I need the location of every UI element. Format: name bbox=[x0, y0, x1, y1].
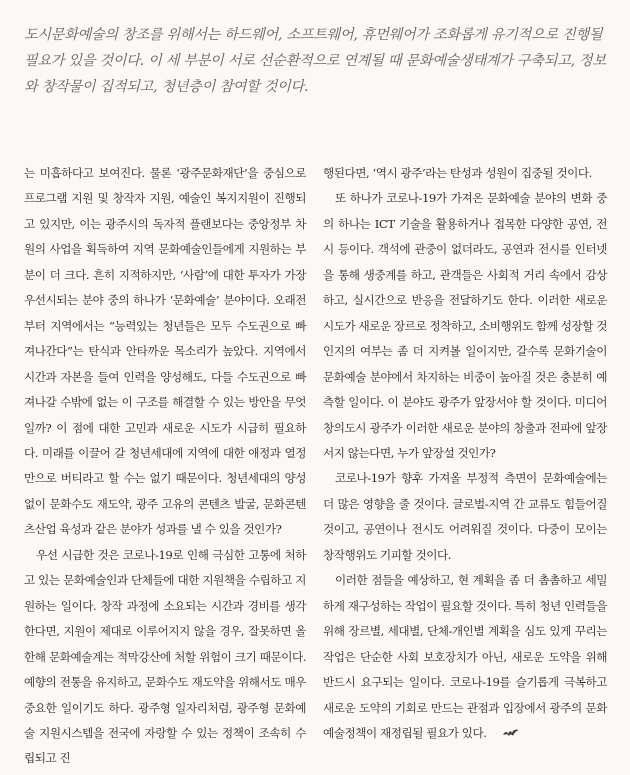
right-paragraph-4-text: 이러한 점들을 예상하고, 현 계획을 좀 더 촘촘하고 세밀하게 재구성하는 작업이 필요할 것이다. 특히 청년 인력들을 위해 장르별, 세대별, 단체-개인별 계획을 심도 있게 꾸리는 작업은 단순한 사회 보호장치가 아닌, 새로운 도약을 위해 반드시 요구되는 일이다. 코로나-19를 슬기롭게 극복하고 새로운 도약의 기회로 만드는 관점과 입장에서 광주의 문화예술정책이 재정립될 필요가 있다. bbox=[323, 573, 607, 740]
left-paragraph-1: 는 미흡하다고 보여진다. 물론 ‘광주문화재단’을 중심으로 프로그램 지원 및 창작자 지원, 예술인 복지지원이 진행되고 있지만, 이는 광주시의 독자적 플랜보다는 중앙정부 차원의 사업을 획득하여 지역 문화예술인들에게 지원하는 부분이 더 크다. 흔히 지적하지만, ‘사람’에 대한 투자가 가장 우선시되는 분야 중의 하나가 ‘문화예술’ 분야이다. 오래전부터 지역에서는 “능력있는 청년들은 모두 수도권으로 빠져나간다”는 탄식과 안타까운 목소리가 높았다. 지역에서 시간과 자본을 들여 인력을 양성해도, 다들 수도권으로 빠져나갈 수밖에 없는 이 구조를 해결할 수 있는 방안을 무엇일까? 이 점에 대한 고민과 새로운 시도가 시급히 필요하다. 미래를 이끌어 갈 청년세대에 지역에 대한 애정과 열정만으로 버티라고 할 수는 없기 때문이다. 청년세대의 양성 없이 문화수도 재도약, 광주 고유의 콘텐츠 발굴, 문화콘텐츠산업 육성과 같은 분야가 성과를 낼 수 있을 것인가? bbox=[24, 166, 306, 537]
right-paragraph-3: 코로나-19가 향후 가져올 부정적 측면이 문화예술에는 더 많은 영향을 줄 것이다. 글로벌-지역 간 교류도 힘들어질 것이고, 공연이나 전시도 어려워질 것이다. 다중이 모이는 창작행위도 기피할 것이다. bbox=[323, 471, 607, 562]
left-column bbox=[24, 161, 306, 772]
right-paragraph-2: 또 하나가 코로나-19가 가져온 문화예술 분야의 변화 중의 하나는 ICT 기술을 활용하거나 접목한 다양한 공연, 전시 등이다. 객석에 관중이 없더라도, 공연과 전시를 인터넷을 통해 생중계를 하고, 관객들은 사회적 거리 속에서 감상하고, 실시간으로 반응을 전달하기도 한다. 이러한 새로운 시도가 새로운 장르로 정착하고, 소비행위도 함께 성장할 것인지의 여부는 좀 더 지켜볼 일이지만, 갈수록 문화기술이 문화예술 분야에서 차지하는 비중이 높아질 것은 충분히 예측할 일이다. 이 분야도 광주가 앞장서야 할 것이다. 미디어 창의도시 광주가 이러한 새로운 분야의 창출과 전파에 앞장서지 않는다면, 누가 앞장설 것인가? bbox=[323, 191, 607, 460]
right-paragraph-1: 행된다면, ‘역시 광주’라는 탄성과 성원이 집중될 것이다. bbox=[323, 166, 592, 180]
right-column bbox=[323, 161, 607, 747]
bird-end-mark-icon bbox=[490, 721, 520, 746]
right-paragraph-4 bbox=[323, 568, 607, 746]
lead-text: 도시문화예술의 창조를 위해서는 하드웨어, 소프트웨어, 휴먼웨어가 조화롭게 유기적으로 진행될 필요가 있을 것이다. 이 세 부분이 서로 선순환적으로 연계될 때 문화예술생태계가 구축되고, 정보와 창작물이 집적되고, 청년층이 참여할 것이다. bbox=[24, 27, 606, 95]
left-paragraph-2: 우선 시급한 것은 코로나-19로 인해 극심한 고통에 처하고 있는 문화예술인과 단체들에 대한 지원책을 수립하고 지원하는 일이다. 창작 과정에 소요되는 시간과 경비를 생각한다면, 지원이 제대로 이루어지지 않을 경우, 잘못하면 올 한해 문화예술계는 적막강산에 처할 위험이 크기 때문이다. 예향의 전통을 유지하고, 문화수도 재도약을 위해서도 매우 중요한 일이기도 하다. 광주형 일자리처럼, 광주형 문화예술 지원시스템을 전국에 자랑할 수 있는 정책이 조속히 수립되고 진 bbox=[24, 547, 306, 766]
